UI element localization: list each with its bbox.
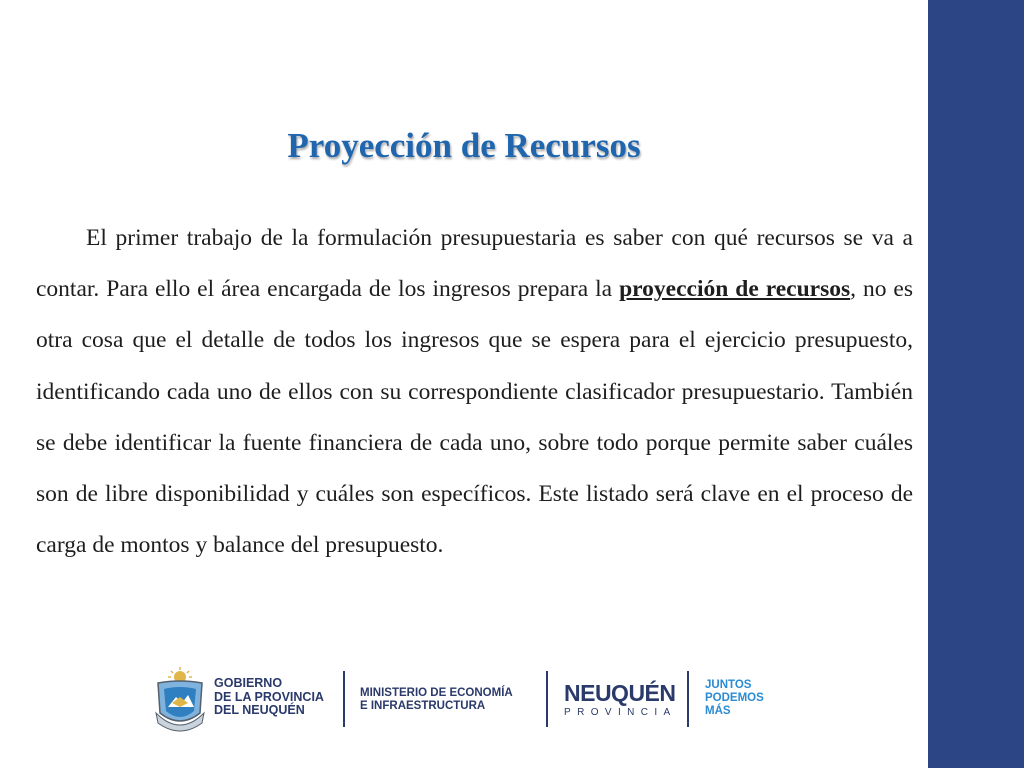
paragraph-text-after: , no es otra cosa que el detalle de todos los ingresos que se espera para el ejercicio presupuesto, identificando cada uno de ellos con su correspondiente clasificador presupuestario. También se debe identificar la fuente financiera de cada uno, sobre todo porque permite saber cuáles son de libre disponibilidad y cuáles son específicos. Este listado será clave en el proceso de carga de montos y balance del presupuesto. bbox=[36, 276, 913, 559]
gobierno-text bbox=[214, 677, 324, 718]
paragraph-text-before: El primer trabajo de la formulación presupuestaria es saber con qué recursos se va a contar. Para ello el área encargada de los ingresos prepara la bbox=[36, 225, 913, 303]
gobierno-line-2: DE LA PROVINCIA bbox=[214, 689, 324, 704]
gobierno-logo bbox=[150, 665, 335, 735]
ministerio-line-1: MINISTERIO DE ECONOMÍA bbox=[360, 687, 513, 699]
ministerio-logo bbox=[360, 665, 540, 735]
slogan-text bbox=[705, 679, 764, 718]
ministerio-line-2: E INFRAESTRUCTURA bbox=[360, 700, 486, 712]
neuquen-provincia: PROVINCIA bbox=[564, 707, 677, 718]
slide-title: Proyección de Recursos bbox=[287, 126, 641, 165]
neuquen-wordmark: NEUQUÉN bbox=[564, 680, 676, 706]
footer-divider bbox=[546, 671, 548, 727]
footer-divider bbox=[343, 671, 345, 727]
neuquen-logo bbox=[564, 665, 684, 735]
slogan-logo bbox=[705, 665, 785, 735]
slogan-line-3: MÁS bbox=[705, 705, 731, 717]
gobierno-line-3: DEL NEUQUÉN bbox=[214, 703, 305, 717]
slide-paragraph bbox=[36, 213, 913, 571]
gobierno-line-1: GOBIERNO bbox=[214, 676, 283, 690]
right-sidebar-band bbox=[928, 0, 1024, 768]
provincial-shield-icon bbox=[154, 667, 206, 733]
ministerio-text bbox=[360, 687, 513, 713]
slogan-line-2: PODEMOS bbox=[705, 692, 764, 704]
slogan-line-1: JUNTOS bbox=[705, 679, 752, 691]
footer-logos bbox=[150, 665, 790, 735]
neuquen-text bbox=[564, 681, 677, 719]
paragraph-keyword: proyección de recursos bbox=[619, 276, 851, 303]
footer-divider bbox=[687, 671, 689, 727]
